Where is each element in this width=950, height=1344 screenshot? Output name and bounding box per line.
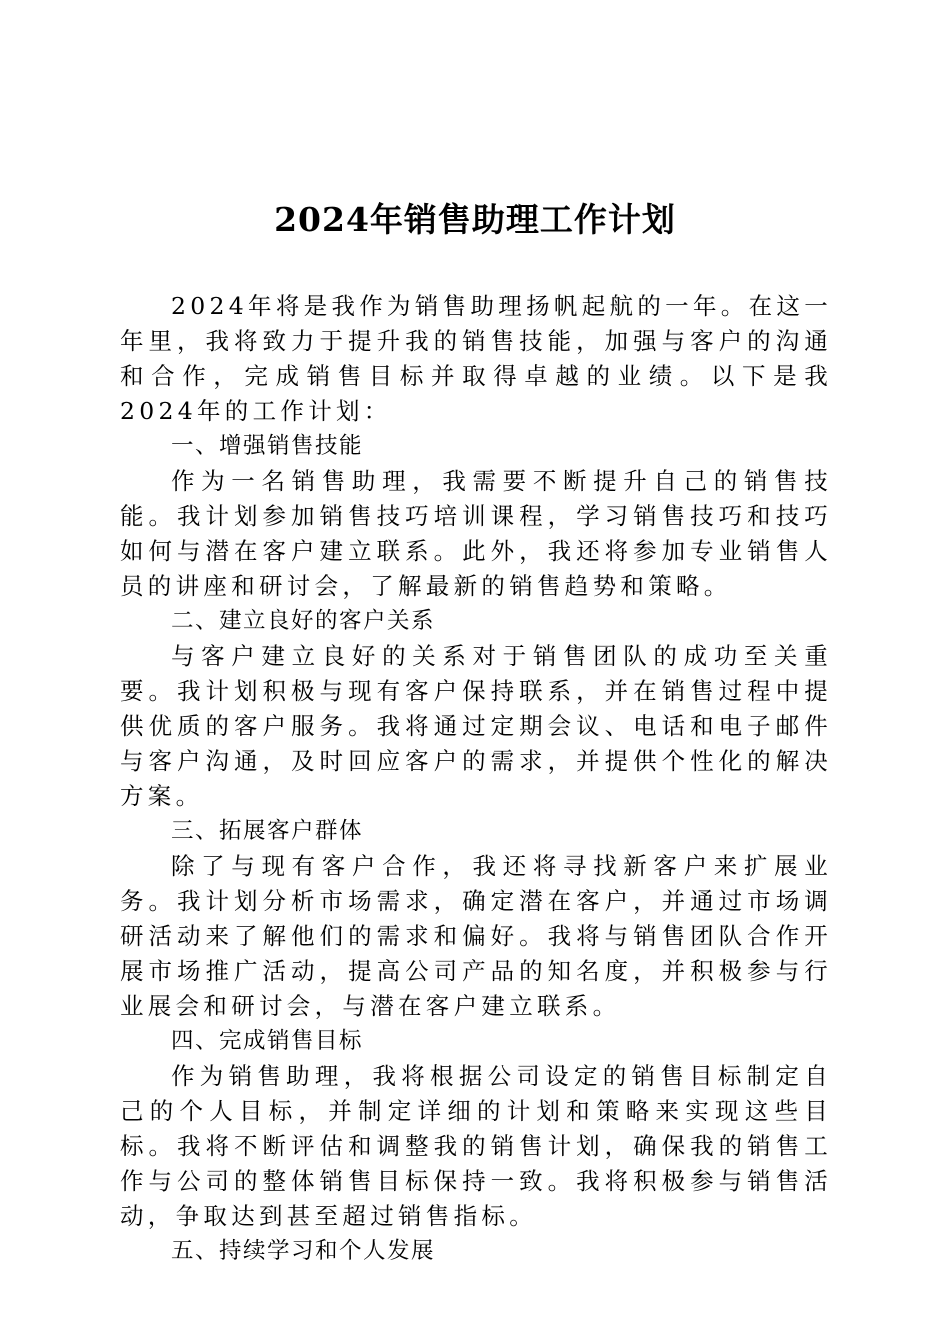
document-title: 2024年销售助理工作计划 xyxy=(274,200,676,239)
section-text-relations: 与客户建立良好的关系对于销售团队的成功至关重要。我计划积极与现有客户保持联系，并在销售过程中提供优质的客户服务。我将通过定期会议、电话和电子邮件与客户沟通，及时回应客户的需求，并提供个性化的解决方案。 xyxy=(120,642,832,810)
document-body xyxy=(120,289,832,1269)
section-heading-expand: 三、拓展客户群体 xyxy=(171,818,364,844)
section-heading-relations: 二、建立良好的客户关系 xyxy=(171,608,436,634)
section-heading-targets: 四、完成销售目标 xyxy=(171,1028,364,1054)
section-heading-skills: 一、增强销售技能 xyxy=(171,433,364,459)
intro-paragraph: 2024年将是我作为销售助理扬帆起航的一年。在这一年里，我将致力于提升我的销售技能，加强与客户的沟通和合作，完成销售目标并取得卓越的业绩。以下是我2024年的工作计划： xyxy=(120,292,832,425)
section-text-targets: 作为销售助理，我将根据公司设定的销售目标制定自己的个人目标，并制定详细的计划和策略来实现这些目标。我将不断评估和调整我的销售计划，确保我的销售工作与公司的整体销售目标保持一致。我将积极参与销售活动，争取达到甚至超过销售指标。 xyxy=(120,1062,832,1230)
section-heading-learning: 五、持续学习和个人发展 xyxy=(171,1238,436,1264)
section-text-expand: 除了与现有客户合作，我还将寻找新客户来扩展业务。我计划分析市场需求，确定潜在客户，并通过市场调研活动来了解他们的需求和偏好。我将与销售团队合作开展市场推广活动，提高公司产品的知名度，并积极参与行业展会和研讨会，与潜在客户建立联系。 xyxy=(120,852,832,1020)
section-text-skills: 作为一名销售助理，我需要不断提升自己的销售技能。我计划参加销售技巧培训课程，学习销售技巧和技巧如何与潜在客户建立联系。此外，我还将参加专业销售人员的讲座和研讨会，了解最新的销售趋势和策略。 xyxy=(120,467,832,600)
